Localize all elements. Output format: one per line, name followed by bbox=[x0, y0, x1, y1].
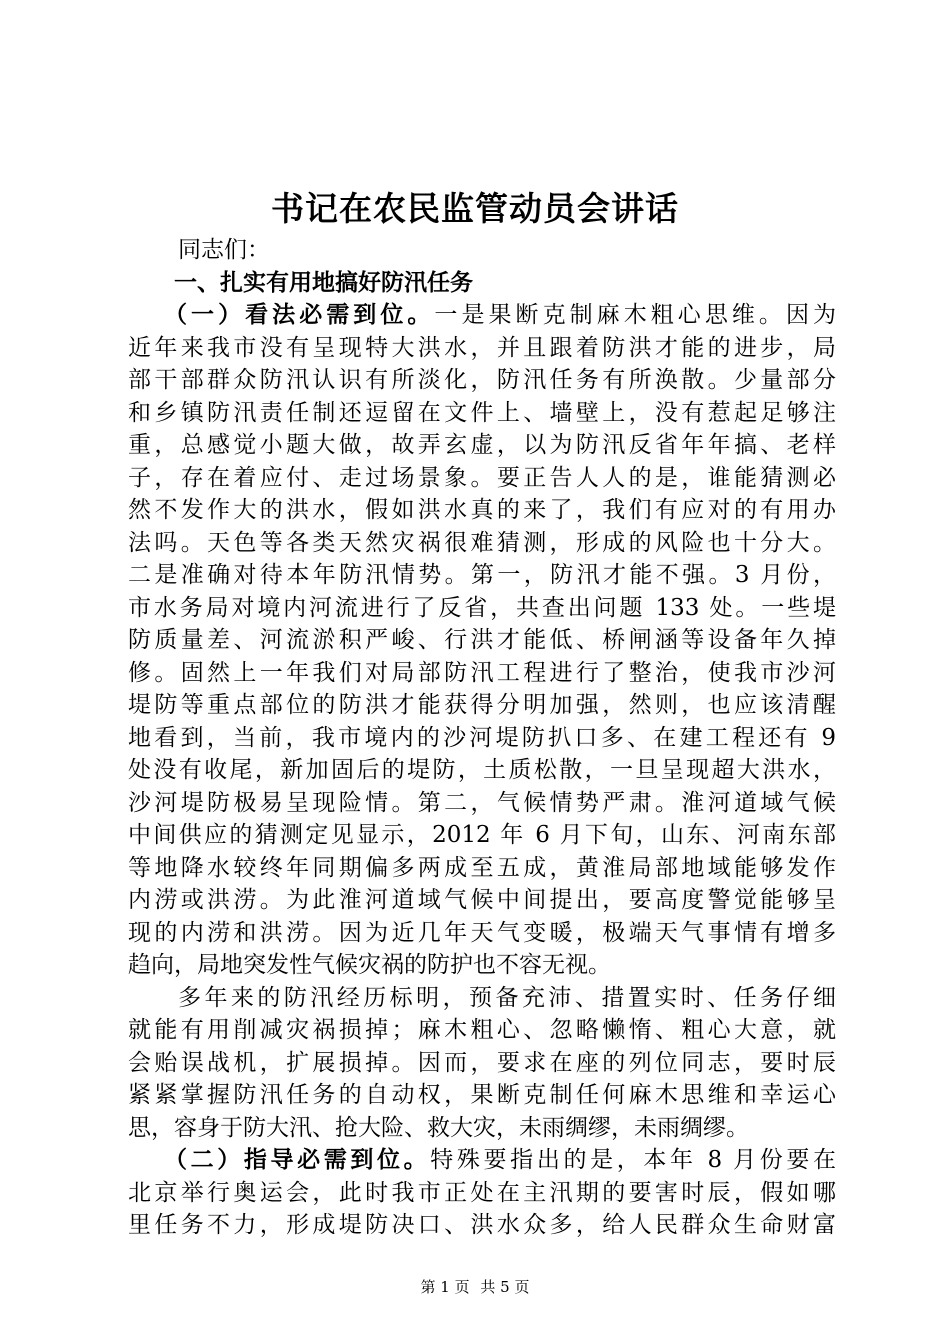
greeting: 同志们： bbox=[178, 237, 270, 263]
paragraph-line: 趋向，局地突发性气候灾祸的防护也不容无视。 bbox=[128, 952, 611, 978]
page-total: 共 5 页 bbox=[480, 1278, 530, 1296]
paragraph-line: 中间供应的猜测定见显示，2012 年 6 月下旬，山东、河南东部 bbox=[128, 822, 836, 848]
paragraph-line: 二是准确对待本年防汛情势。第一，防汛才能不强。3 月份， bbox=[128, 562, 836, 588]
section-heading: 一、扎实有用地搞好防汛任务 bbox=[174, 269, 473, 296]
paragraph-line: 近年来我市没有呈现特大洪水，并且跟着防洪才能的进步，局 bbox=[128, 334, 836, 361]
paragraph-line: 市水务局对境内河流进行了反省，共查出问题 133 处。一些堤 bbox=[128, 594, 836, 621]
paragraph-line: 子，存在着应付、走过场景象。要正告人人的是，谁能猜测必 bbox=[128, 464, 836, 491]
paragraph-line: 内涝或洪涝。为此淮河道域气候中间提出，要高度警觉能够呈 bbox=[128, 887, 836, 913]
paragraph-line: 堤防等重点部位的防洪才能获得分明加强，然则，也应该清醒 bbox=[128, 692, 836, 718]
paragraph-line: 防质量差、河流淤积严峻、行洪才能低、桥闸涵等设备年久掉 bbox=[128, 627, 836, 653]
paragraph-line: 就能有用削减灾祸损掉；麻木粗心、忽略懒惰、粗心大意，就 bbox=[128, 1017, 836, 1043]
paragraph-line: 现的内涝和洪涝。因为近几年天气变暖，极端天气事情有增多 bbox=[128, 919, 836, 946]
paragraph-line: 思，容身于防大汛、抢大险、救大灾，未雨绸缪，未雨绸缪。 bbox=[128, 1114, 749, 1141]
document-title: 书记在农民监管动员会讲话 bbox=[271, 189, 679, 228]
paragraph-line: 处没有收尾，新加固后的堤防，土质松散，一旦呈现超大洪水， bbox=[128, 757, 836, 783]
paragraph-line: 地看到，当前，我市境内的沙河堤防扒口多、在建工程还有 9 bbox=[128, 724, 836, 751]
page-number: 第 1 页 bbox=[420, 1278, 470, 1296]
paragraph-line: 里任务不力，形成堤防决口、洪水众多，给人民群众生命财富 bbox=[128, 1212, 836, 1238]
subheading-label: （一）看法必需到位。 bbox=[164, 302, 435, 328]
paragraph-line: 重，总感觉小题大做，故弄玄虚，以为防汛反省年年搞、老样 bbox=[128, 432, 836, 458]
paragraph-line: 北京举行奥运会，此时我市正处在主汛期的要害时辰，假如哪 bbox=[128, 1179, 836, 1206]
page-footer bbox=[0, 1276, 950, 1297]
paragraph-line: 沙河堤防极易呈现险情。第二，气候情势严肃。淮河道域气候 bbox=[128, 789, 836, 816]
paragraph-line: 会贻误战机，扩展损掉。因而，要求在座的列位同志，要时辰 bbox=[128, 1049, 836, 1076]
paragraph-line: 紧紧掌握防汛任务的自动权，果断克制任何麻木思维和幸运心 bbox=[128, 1082, 836, 1108]
paragraph-line bbox=[128, 1144, 836, 1177]
document-body bbox=[128, 234, 836, 1242]
paragraph-line: 修。固然上一年我们对局部防汛工程进行了整治，使我市沙河 bbox=[128, 659, 836, 686]
paragraph-line: 部干部群众防汛认识有所淡化，防汛任务有所涣散。少量部分 bbox=[128, 367, 836, 393]
paragraph-line: 法吗。天色等各类天然灾祸很难猜测，形成的风险也十分大。 bbox=[128, 529, 836, 556]
subheading-label: （二）指导必需到位。 bbox=[164, 1147, 431, 1173]
paragraph-line bbox=[128, 299, 836, 332]
paragraph-line: 然不发作大的洪水，假如洪水真的来了，我们有应对的有用办 bbox=[128, 497, 836, 523]
paragraph-line: 等地降水较终年同期偏多两成至五成，黄淮局部地域能够发作 bbox=[128, 854, 836, 881]
paragraph-line: 和乡镇防汛责任制还逗留在文件上、墙壁上，没有惹起足够注 bbox=[128, 399, 836, 426]
paragraph-text: 特殊要指出的是，本年 8 月份要在 bbox=[430, 1147, 836, 1173]
paragraph-text: 一是果断克制麻木粗心思维。因为 bbox=[434, 302, 837, 328]
paragraph-line: 多年来的防汛经历标明，预备充沛、措置实时、任务仔细 bbox=[178, 984, 836, 1011]
